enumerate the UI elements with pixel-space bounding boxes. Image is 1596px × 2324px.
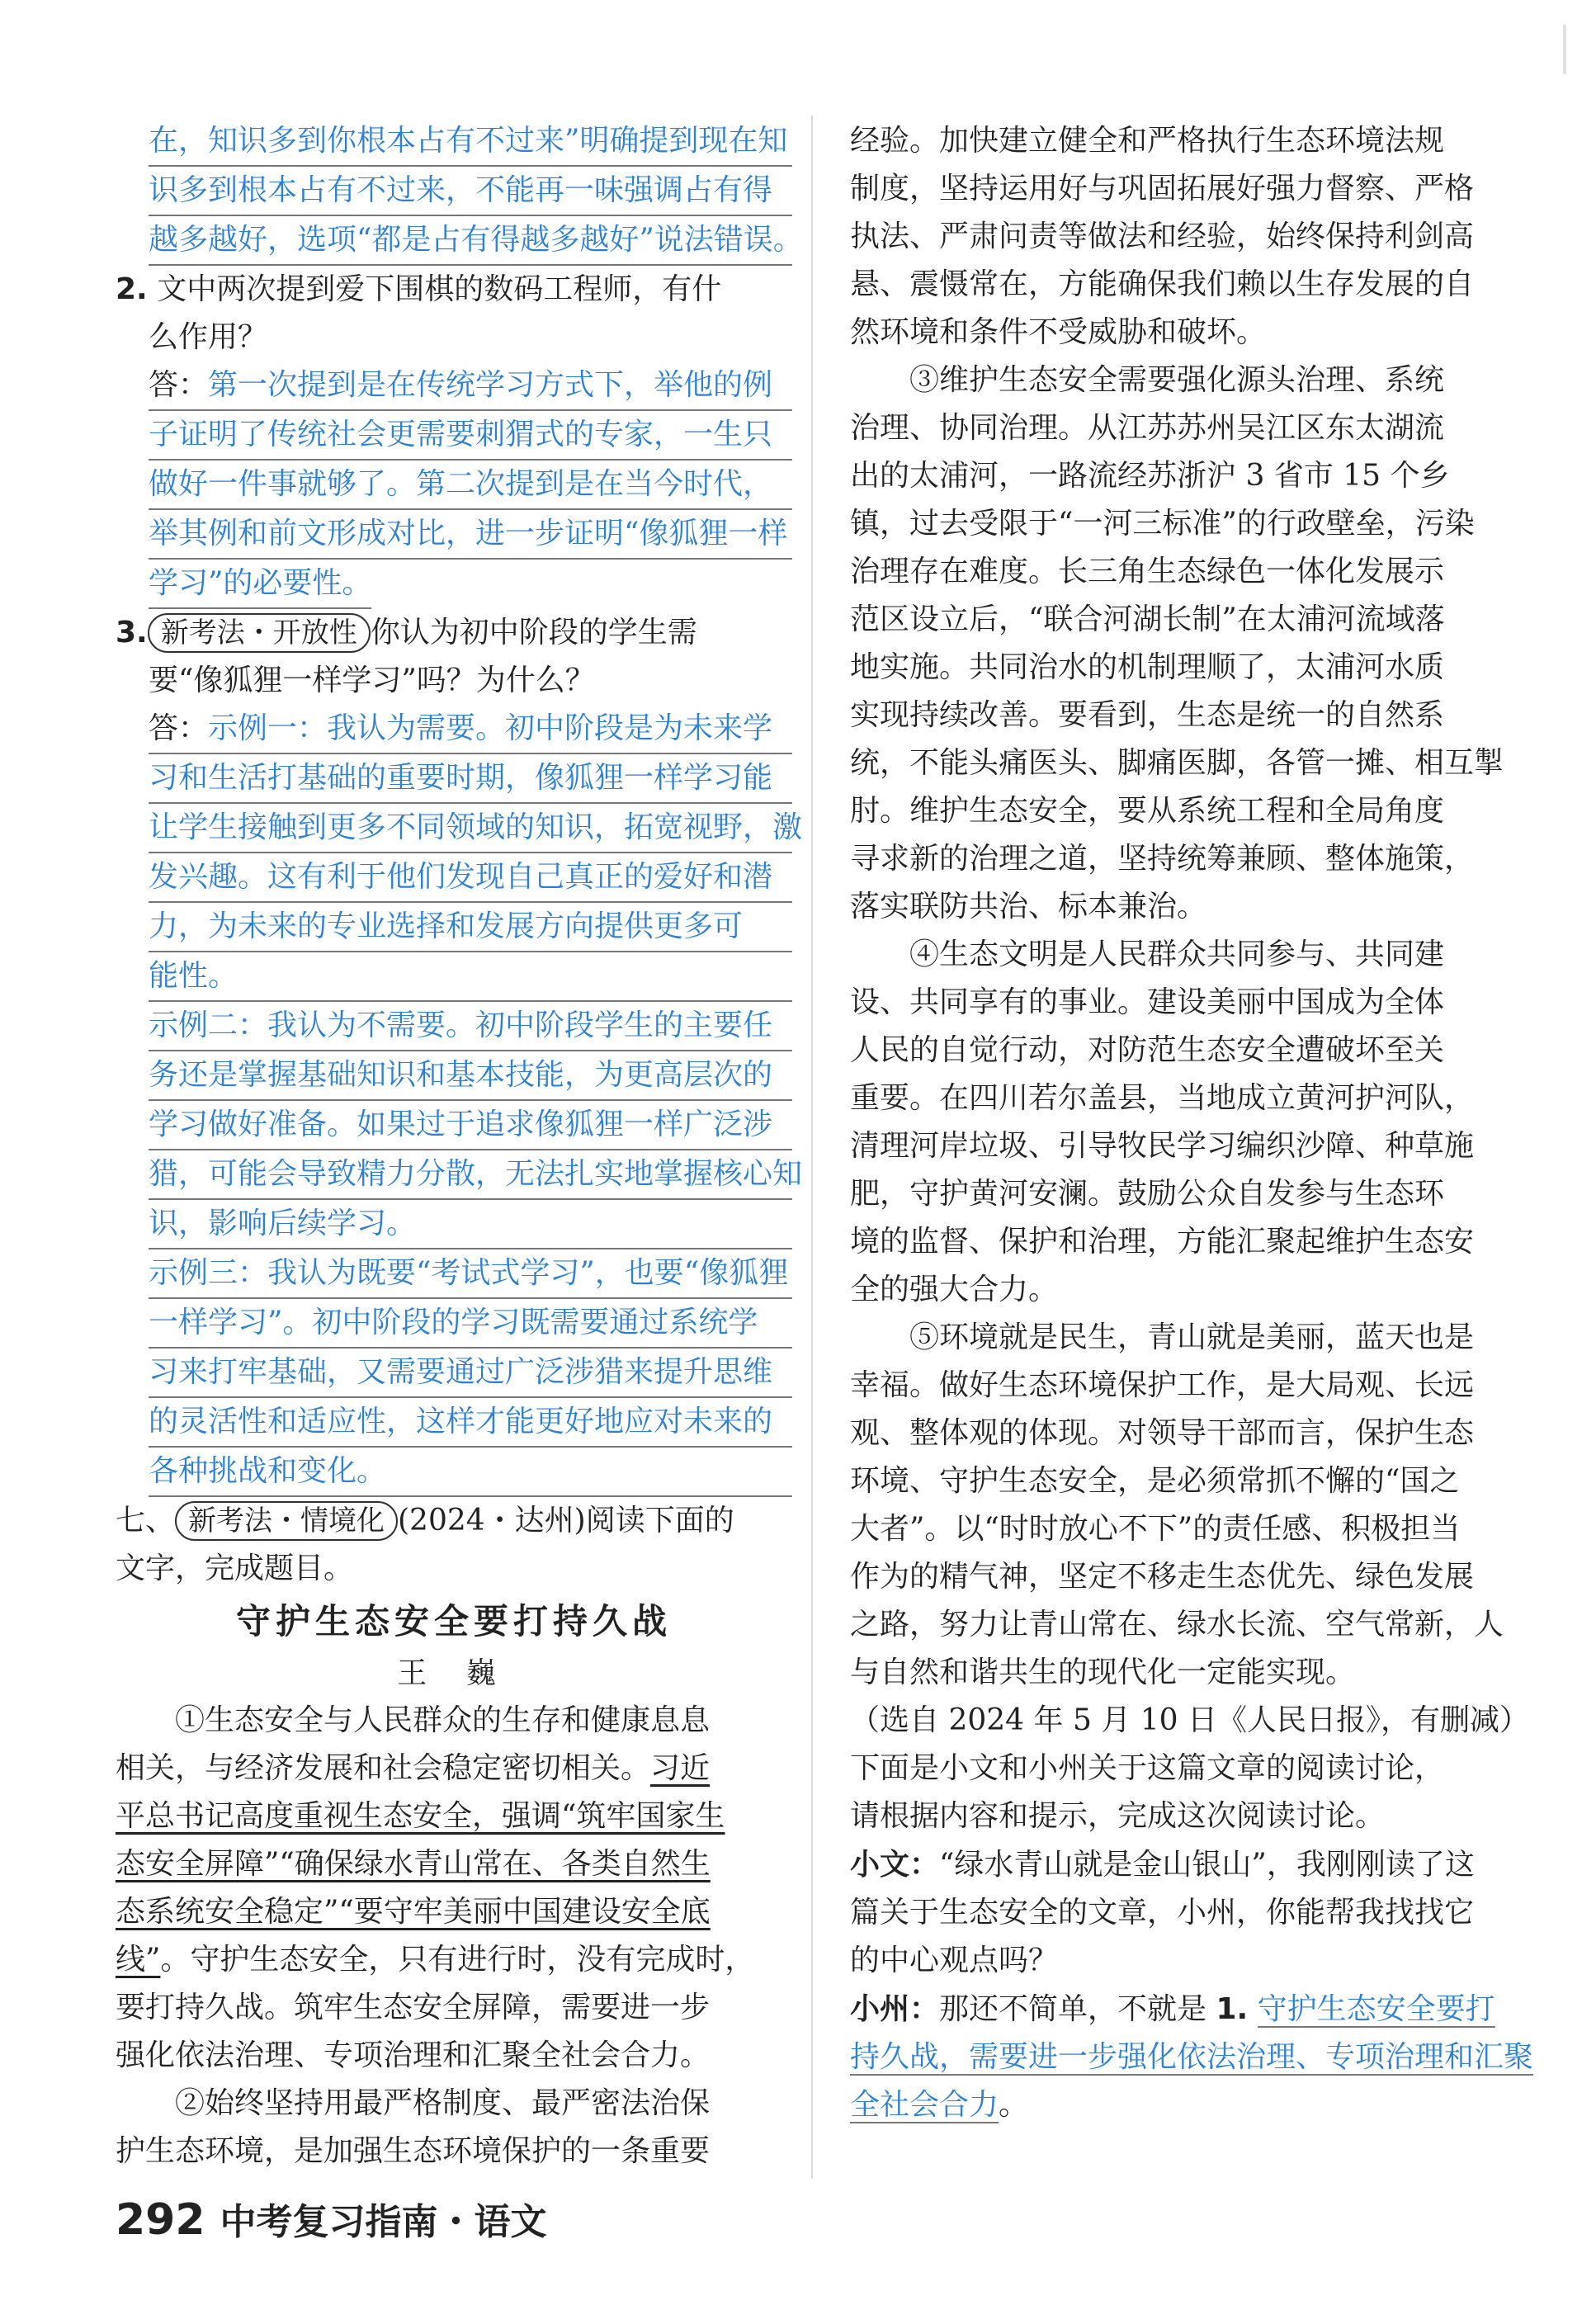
paragraph-line: 全的强大合力。	[850, 1273, 1059, 1306]
answer-line: 第一次提到是在传统学习方式下，举他的例	[208, 368, 773, 402]
question-2	[116, 266, 792, 609]
paragraph-line: 。守护生态安全，只有进行时，没有完成时，	[160, 1943, 755, 1977]
xiaozhou-dialogue	[850, 1985, 1534, 2129]
question-number: 2.	[116, 272, 148, 306]
answer-block	[116, 361, 792, 609]
answer-line: 学习做好准备。如果过于追求像狐狸一样广泛涉	[149, 1101, 792, 1150]
section-tag: 新考法・情境化	[175, 1501, 398, 1541]
section-7	[116, 1497, 792, 1593]
question-text: 你认为初中阶段的学生需	[370, 616, 697, 649]
answer-label: 答：	[149, 711, 209, 745]
answer-line: 发兴趣。这有利于他们发现自己真正的爱好和潜	[149, 853, 792, 903]
answer-line: 举其例和前文形成对比，进一步证明“像狐狸一样	[149, 510, 792, 560]
question-text: 文中两次提到爱下围棋的数码工程师，有什	[157, 272, 722, 306]
answer-line: 做好一件事就够了。第二次提到是在当今时代，	[149, 461, 792, 510]
paragraph-line: 之路，努力让青山常在、绿水长流、空气常新，人	[850, 1608, 1504, 1641]
paragraph-line: 观、整体观的体现。对领导干部而言，保护生态	[850, 1416, 1475, 1450]
paragraph-line: ③维护生态安全需要强化源头治理、系统	[909, 363, 1445, 397]
paragraph-line: 护生态环境，是加强生态环境保护的一条重要	[116, 2134, 711, 2168]
answer-line: 各种挑战和变化。	[149, 1448, 792, 1497]
paragraph-line: 落实联防共治、标本兼治。	[850, 890, 1207, 923]
column-divider	[811, 116, 813, 2179]
paragraph-line: 与自然和谐共生的现代化一定能实现。	[850, 1656, 1356, 1689]
answer-line: 能性。	[149, 952, 792, 1002]
fill-answer: 守护生态安全要打	[1257, 1992, 1495, 2026]
discussion-intro: 下面是小文和小州关于这篇文章的阅读讨论，	[850, 1751, 1445, 1785]
answer-line: 一样学习”。初中阶段的学习既需要通过系统学	[149, 1299, 792, 1349]
answer-block	[116, 705, 803, 1497]
answer-line: 让学生接触到更多不同领域的知识，拓宽视野，激	[149, 804, 792, 853]
paragraph-line: 设、共同享有的事业。建设美丽中国成为全体	[850, 985, 1445, 1019]
answer-line: 示例一：我认为需要。初中阶段是为未来学	[208, 711, 773, 745]
answer-line: 习和生活打基础的重要时期，像狐狸一样学习能	[149, 754, 792, 804]
paragraph-5	[850, 1314, 1527, 1697]
answer-line: 猎，可能会导致精力分散，无法扎实地掌握核心知	[149, 1150, 792, 1200]
answer-line: 子证明了传统社会更需要刺猬式的专家，一生只	[149, 411, 792, 461]
paragraph-line: 境的监督、保护和治理，方能汇聚起维护生态安	[850, 1225, 1475, 1259]
paragraph-line: 执法、严肃问责等做法和经验，始终保持利剑高	[850, 220, 1475, 253]
section-text: 文字，完成题目。	[116, 1552, 354, 1585]
answer-line: 在，知识多到你根本占有不过来”明确提到现在知	[149, 117, 792, 167]
answer-line: 识多到根本占有不过来，不能再一味强调占有得	[149, 167, 792, 216]
article-title: 守护生态安全要打持久战	[235, 1601, 672, 1641]
dialogue-text: 。	[999, 2088, 1029, 2122]
page-footer	[116, 2191, 547, 2251]
paragraph-line: ②始终坚持用最严格制度、最严密法治保	[175, 2086, 711, 2120]
speaker-label: 小州：	[850, 1991, 940, 2026]
paragraph-line: ①生态安全与人民群众的生存和健康息息	[175, 1703, 711, 1737]
paragraph-line: 清理河岸垃圾、引导牧民学习编织沙障、种草施	[850, 1129, 1475, 1163]
continued-answer	[149, 117, 803, 266]
left-column	[116, 117, 803, 2175]
article-author: 王 巍	[397, 1656, 511, 1690]
paragraph-line: 治理、协同治理。从江苏苏州吴江区东太湖流	[850, 411, 1445, 445]
right-column	[850, 117, 1534, 2129]
paragraph-4	[850, 931, 1527, 1314]
paragraph-line: 镇，过去受限于“一河三标准”的行政壁垒，污染	[850, 507, 1475, 541]
book-title: 中考复习指南・语文	[220, 2201, 547, 2243]
underlined-text: 态安全屏障”“确保绿水青山常在、各类自然生	[116, 1847, 711, 1881]
paragraph-line: 重要。在四川若尔盖县，当地成立黄河护河队，	[850, 1081, 1475, 1115]
paragraph-2-continued	[850, 117, 1527, 357]
page-number: 292	[116, 2195, 205, 2245]
paragraph-line: 治理存在难度。长三角生态绿色一体化发展示	[850, 555, 1445, 588]
edge-mark	[1563, 25, 1566, 74]
paragraph-line: 实现持续改善。要看到，生态是统一的自然系	[850, 698, 1445, 732]
section-number: 七、	[116, 1504, 176, 1538]
paragraph-line: 肘。维护生态安全，要从系统工程和全局角度	[850, 794, 1445, 828]
paragraph-line: 要打持久战。筑牢生态安全屏障，需要进一步	[116, 1991, 711, 2024]
underlined-text: 线”	[116, 1943, 161, 1977]
paragraph-line: 地实施。共同治水的机制理顺了，太浦河水质	[850, 650, 1445, 684]
discussion-intro: 请根据内容和提示，完成这次阅读讨论。	[850, 1799, 1386, 1833]
paragraph-line: 幸福。做好生态环境保护工作，是大局观、长远	[850, 1368, 1475, 1402]
question-number: 3.	[116, 616, 148, 649]
answer-line: 示例二：我认为不需要。初中阶段学生的主要任	[149, 1002, 792, 1051]
speaker-label: 小文：	[850, 1847, 940, 1882]
dialogue-text: 的中心观点吗？	[850, 1944, 1059, 1977]
paragraph-line: ④生态文明是人民群众共同参与、共同建	[909, 938, 1445, 971]
paragraph-line: 相关，与经济发展和社会稳定密切相关。	[116, 1751, 651, 1785]
question-text: 要“像狐狸一样学习”吗？为什么？	[149, 664, 595, 697]
dialogue-text: 篇关于生态安全的文章，小州，你能帮我找找它	[850, 1896, 1475, 1930]
xiaowen-dialogue	[850, 1840, 1527, 1985]
paragraph-line: 出的太浦河，一路流经苏浙沪 3 省市 15 个乡	[850, 459, 1450, 493]
fill-answer: 持久战，需要进一步强化依法治理、专项治理和汇聚	[850, 2040, 1534, 2074]
paragraph-line: 范区设立后，“联合河湖长制”在太浦河流域落	[850, 602, 1445, 636]
paragraph-line: 然环境和条件不受威胁和破坏。	[850, 315, 1267, 349]
paragraph-line: 强化依法治理、专项治理和汇聚全社会合力。	[116, 2038, 711, 2072]
underlined-text: 习近	[650, 1751, 711, 1785]
paragraph-line: 寻求新的治理之道，坚持统筹兼顾、整体施策，	[850, 842, 1475, 876]
paragraph-line: 悬、震慑常在，方能确保我们赖以生存发展的自	[850, 267, 1475, 301]
paragraph-line: 经验。加快建立健全和严格执行生态环境法规	[850, 124, 1445, 158]
paragraph-line: 制度，坚持运用好与巩固拓展好强力督察、严格	[850, 172, 1475, 205]
paragraph-line: 作为的精气神，坚定不移走生态优先、绿色发展	[850, 1560, 1475, 1594]
article-source: （选自 2024 年 5 月 10 日《人民日报》，有删减）	[850, 1703, 1529, 1737]
answer-label: 答：	[149, 368, 209, 402]
paragraph-line: ⑤环境就是民生，青山就是美丽，蓝天也是	[909, 1320, 1475, 1354]
question-3	[116, 609, 803, 1497]
answer-line: 务还是掌握基础知识和基本技能，为更高层次的	[149, 1051, 792, 1101]
question-tag: 新考法・开放性	[148, 613, 371, 653]
dialogue-text: 那还不简单，不就是	[939, 1992, 1216, 2026]
paragraph-line: 肥，守护黄河安澜。鼓励公众自发参与生态环	[850, 1177, 1445, 1211]
answer-line: 力，为未来的专业选择和发展方向提供更多可	[149, 903, 792, 952]
answer-line: 示例三：我认为既要“考试式学习”，也要“像狐狸	[149, 1249, 792, 1299]
paragraph-line: 统，不能头痛医头、脚痛医脚，各管一摊、相互掣	[850, 746, 1504, 780]
answer-line: 学习”的必要性。	[149, 560, 371, 609]
question-text: 么作用？	[149, 320, 268, 354]
section-text: (2024・达州)阅读下面的	[398, 1504, 734, 1538]
underlined-text: 态系统安全稳定”“要守牢美丽中国建设安全底	[116, 1895, 711, 1929]
answer-line: 习来打牢基础，又需要通过广泛涉猎来提升思维	[149, 1349, 792, 1398]
paragraph-3	[850, 357, 1527, 931]
answer-line: 的灵活性和适应性，这样才能更好地应对未来的	[149, 1398, 792, 1448]
answer-line: 越多越好，选项“都是占有得越多越好”说法错误。	[149, 216, 792, 266]
paragraph-line: 大者”。以“时时放心不下”的责任感、积极担当	[850, 1512, 1461, 1546]
paragraph-line: 人民的自觉行动，对防范生态安全遭破坏至关	[850, 1033, 1445, 1067]
fill-answer: 全社会合力	[850, 2088, 999, 2122]
paragraph-line: 环境、守护生态安全，是必须常抓不懈的“国之	[850, 1464, 1460, 1498]
blank-number: 1.	[1216, 1992, 1249, 2026]
article	[116, 1593, 792, 2175]
answer-line: 识，影响后续学习。	[149, 1200, 792, 1249]
dialogue-text: “绿水青山就是金山银山”，我刚刚读了这	[939, 1848, 1475, 1882]
underlined-text: 平总书记高度重视生态安全，强调“筑牢国家生	[116, 1799, 725, 1833]
